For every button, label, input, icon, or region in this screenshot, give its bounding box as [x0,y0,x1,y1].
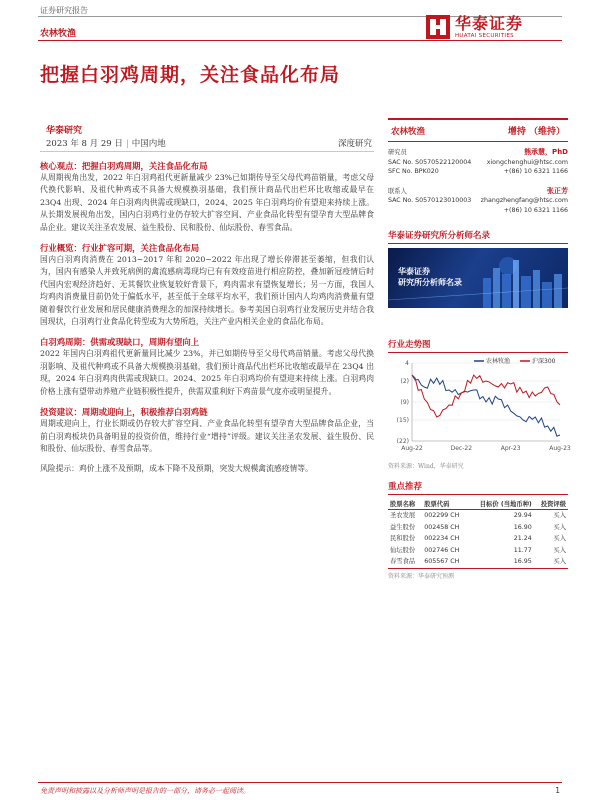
sector-divider [38,40,562,41]
analyst-sac: SAC No. S0570123010003 [388,197,472,204]
trend-source: 资料来源：Wind，华泰研究 [388,463,464,470]
picks-source: 资料来源：华泰研究预测 [388,572,455,580]
report-kind: 深度研究 [337,139,372,149]
target-price: 16.95 [468,556,534,568]
trend-title: 行业走势图 [388,338,568,353]
section-core-view [40,160,374,234]
table-row [388,545,568,557]
x-tick-label: Apr-23 [500,445,521,452]
stock-name: 益生股份 [390,523,416,531]
y-tick-label: 4 [405,360,409,367]
legend-label: 农林牧渔 [486,358,511,365]
logo-name-cn: 华泰证券 [455,14,524,33]
rating-value: 增持 （维持） [507,127,565,137]
section-body: 从周期视角出发，2022 年白羽鸡祖代更新量减少 23%已如期传导至父母代鸡苗销量，考虑父母代换代影响、及祖代种鸡或不具备大规模换羽基础，我们预计商品代出栏环比收缩或最早在 23Q4 出现、2024 年白羽鸡肉供需或现缺口，2024、2025 年白羽鸡均价有望迎来持续上涨。从长期发展视角出发，国内白羽鸡行业仍存较大扩容空间、产业食品化转型有望孕育大型品牌食品企业。建议关注圣农发展、益生股份、民和股份、仙坛股份、春雪食品。 [40,173,374,232]
analyst-directory-title: 华泰证券研究所分析师名录 [388,229,568,244]
x-tick-label: Aug-23 [549,445,571,452]
logo-name-en: HUATAI SECURITIES [455,33,514,39]
picks-header: 投资评级 [534,498,568,510]
stock-name: 圣农发展 [390,512,416,519]
picks-panel [388,480,568,580]
page-number: 1 [555,786,560,795]
investment-rating: 买入 [534,556,568,568]
picks-header: 股票代码 [422,498,468,510]
risk-warning: 风险提示：鸡价上涨不及预期，成本下降不及预期，突发大规模禽流感疫情等。 [40,464,313,474]
y-tick-label: (22) [396,438,409,445]
stock-code: 002746 CH [424,546,460,554]
report-meta [46,137,372,149]
analyst-block [388,148,568,215]
table-row [388,556,568,568]
stock-code: 002299 CH [424,512,460,519]
company-logo [426,10,566,44]
analyst-email[interactable]: xiongchenghui@htsc.com [486,158,568,166]
analyst-name: 熊承慧，PhD [524,148,568,156]
analyst-role: 研究员 [388,149,407,156]
target-price: 21.24 [513,535,532,542]
picks-header: 目标价 (当地币种) [468,498,534,510]
section-investment-advice [40,406,374,455]
section-heading: 投资建议：周期或迎向上，积极推荐白羽鸡链 [40,407,208,418]
investment-rating: 买入 [553,512,566,519]
target-price: 29.94 [513,512,532,519]
analyst-directory-banner[interactable] [388,248,568,308]
analyst-name: 张正芳 [547,186,568,195]
stock-name: 仙坛股份 [390,546,416,554]
investment-rating: 买入 [553,546,566,554]
series-line-agriculture [412,375,560,436]
report-type-label: 证券研究报告 [40,6,88,15]
sidebar [388,118,571,580]
target-price: 11.77 [513,546,532,554]
picks-title: 重点推荐 [388,480,568,495]
picks-table [388,498,568,569]
footer-divider [38,782,562,783]
section-body: 2022 年国内白羽鸡祖代更新量同比减少 23%，并已如期传导至父母代鸡苗销量。考虑父母代换羽影响、及祖代种鸡或不具备大规模换羽基础，我们预计商品代出栏环比收缩或最早在 23Q4 出现，2024 年白羽鸡肉供需或现缺口。2024、2025 年白羽鸡均价有望迎来持续上涨。白羽鸡肉价格上涨有望带动养殖产业链积极性提升，供需双重利好下鸡苗景气度亦或明显提升。 [40,349,374,396]
main-content [40,160,374,476]
analyst-role: 联系人 [388,187,407,195]
table-row [388,522,568,534]
stock-name: 民和股份 [390,535,416,542]
industry-trend-chart [388,355,571,455]
analyst-directory [388,229,568,308]
banner-text [398,266,462,288]
section-heading: 白羽鸡周期：供需或现缺口，周期有望向上 [40,337,200,348]
report-region: 中国内地 [131,139,166,149]
stock-code: 002234 CH [424,535,460,542]
y-tick-label: (2) [400,378,409,385]
sector-tag: 农林牧渔 [40,29,77,39]
stock-name: 春雪食品 [388,556,422,568]
x-tick-label: Aug-22 [401,445,423,452]
analyst-sac: SAC No. S0570522120004 [388,158,472,166]
footer-disclaimer: 免责声明和披露以及分析师声明是报告的一部分，请务必一起阅读。 [40,787,250,795]
picks-header: 股票名称 [388,498,422,510]
stock-code: 605567 CH [422,556,468,568]
y-tick-label: (15) [396,417,409,424]
logo-mark-icon [426,15,450,39]
trend-panel [388,338,571,470]
y-tick-label: (9) [400,399,409,406]
meta-separator: | [125,139,129,149]
table-row [388,533,568,545]
rating-box [388,118,568,142]
x-tick-label: Dec-22 [450,445,473,452]
meta-divider [40,151,374,152]
report-title: 把握白羽鸡周期，关注食品化布局 [40,64,341,86]
section-industry-overview [40,242,374,328]
rating-sector: 农林牧渔 [391,126,426,137]
investment-rating: 买入 [553,523,566,531]
investment-rating: 买入 [553,535,566,542]
banner-line-1: 华泰证券 [398,267,430,276]
report-date: 2023 年 8 月 29 日 [46,139,123,149]
author-label: 华泰研究 [46,126,83,136]
stock-code: 002458 CH [424,523,460,531]
section-body: 周期或迎向上，行业长期或仍存较大扩容空间、产业食品化转型有望孕育大型品牌食品企业，当前白羽鸡板块仍具备明显的投资价值，维持行业“增持”评级。建议关注圣农发展、益生股份、民和股份、仙坛股份、春雪食品等。 [40,419,374,453]
banner-line-2: 研究所分析师名录 [398,278,462,287]
legend-label: 沪深300 [532,358,556,365]
analyst-email[interactable]: zhangzhengfang@htsc.com [480,197,568,204]
section-heading: 行业概览：行业扩容可期，关注食品化布局 [40,243,200,254]
analyst-sfc: SFC No. BPK020 [388,168,439,175]
table-row [388,510,568,522]
section-body: 国内白羽鸡肉消费在 2013~2017 年和 2020~2022 年出现了增长停滞甚至萎缩，但我们认为，国内有感染人并致死病例的禽流感病毒现均已有有效疫苗进行相应防控，叠加新冠疫情后时代国内宏观经济趋好、无其餐饮业恢复较好背景下，鸡肉需求有望恢复增长；另一方面，我国人均鸡肉消费量目前仍处于偏低水平，甚至低于全球平均水平，我们预计国内人均鸡肉消费量有望随着餐饮行业发展和居民健康消费理念的加深持续增长。参考美国白羽鸡行业发展历史并结合我国现状，白羽鸡行业食品化转型或为大势所趋，关注产业内相关企业的食品化布局。 [40,255,374,327]
analyst-phone: +(86) 10 6321 1166 [503,206,568,214]
section-broiler-cycle [40,336,374,398]
analyst-phone: +(86) 10 6321 1166 [503,168,568,175]
target-price: 16.90 [513,523,532,531]
section-heading: 核心观点：把握白羽鸡周期，关注食品化布局 [40,161,208,171]
